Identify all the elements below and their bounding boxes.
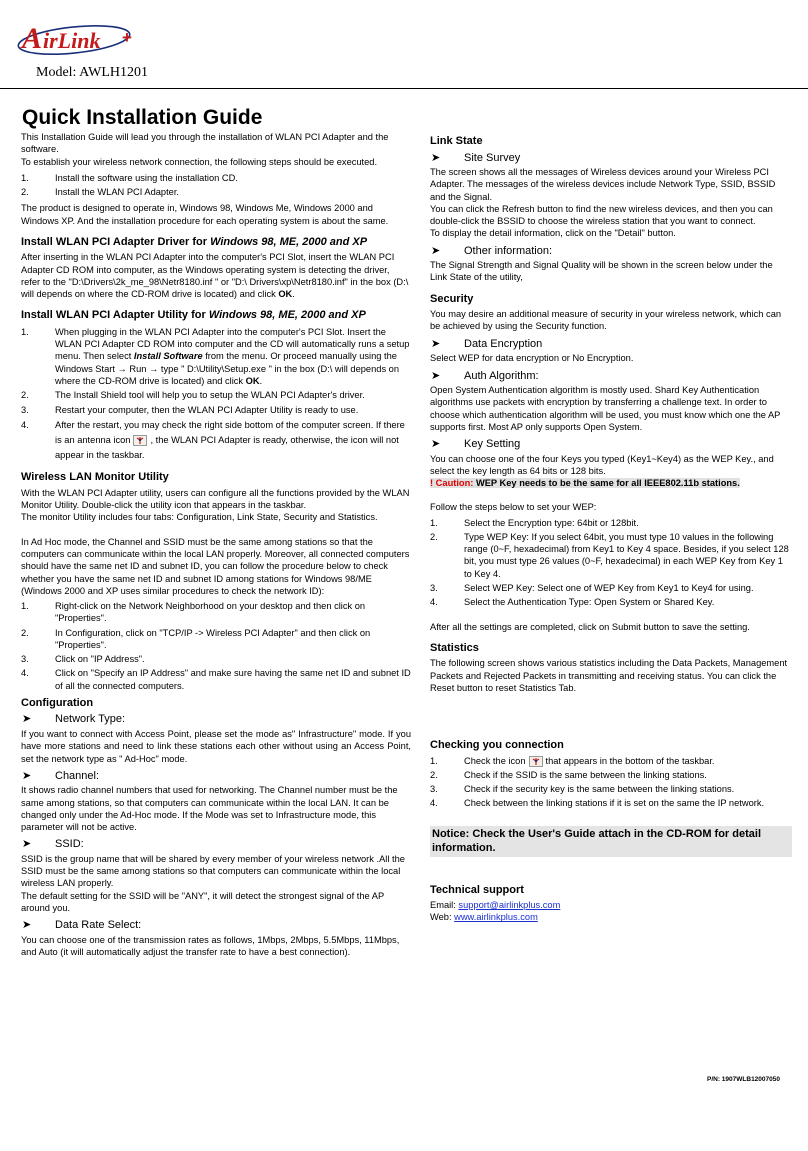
caution-note: ! Caution: WEP Key needs to be the same for all IEEE802.11b stations. (430, 478, 740, 489)
intro-paragraph: This Installation Guide will lead you through the installation of WLAN PCI Adapter and the software. (21, 132, 389, 155)
key-setting-text: You can choose one of the four Keys you typed (Key1~Key4) as the WEP Key., and select the key length as 64 bits or 128 bits. (430, 453, 774, 476)
site-survey-text: You can click the Refresh button to find the new wireless devices, and then you can double-click the BSSID to choose the wireless station that you want to connect. (430, 203, 773, 227)
list-item: 1. Right-click on the Network Neighborhood on your desktop and then click on "Properties". (21, 601, 366, 624)
list-item: 1. Select the Encryption type: 64bit or 128bit. (430, 517, 639, 528)
ssid-bullet: ➤ SSID: (22, 838, 84, 851)
list-item: 3. Check if the security key is the same between the linking stations. (430, 784, 735, 795)
wep-steps (430, 517, 792, 609)
monitor-steps (21, 600, 411, 692)
list-item: 2. Install the WLAN PCI Adapter. (21, 187, 180, 198)
right-column (430, 134, 792, 924)
list-item: 1. Check the icon that appears in the bottom of the taskbar. (430, 755, 715, 766)
intro-steps (21, 172, 411, 199)
svg-text:irLink: irLink (43, 28, 101, 53)
ssid-text: The default setting for the SSID will be "ANY", it will detect the strongest signal of the AP around you. (21, 890, 384, 913)
link-state-heading: Link State (430, 135, 483, 147)
arrow-bullet-icon: ➤ (431, 369, 441, 382)
list-item: 2. Check if the SSID is the same between the linking stations. (430, 769, 707, 780)
key-setting-bullet: ➤ Key Setting (431, 438, 521, 451)
other-info-bullet: ➤ Other information: (431, 244, 553, 257)
other-info-text: The Signal Strength and Signal Quality will be shown in the screen below under the Link State of the utility, (430, 260, 773, 283)
list-item: 4. After the restart, you may check the right side bottom of the computer screen. If there is an antenna icon , the WLAN PCI Adapter is ready, otherwise, the icon will not appear in the taskbar. (21, 419, 405, 460)
list-item: 2. In Configuration, click on "TCP/IP -> Wireless PCI Adapter" and then click on "Properties". (21, 627, 371, 650)
model-number: Model: AWLH1201 (36, 65, 149, 80)
left-column (21, 131, 411, 962)
statistics-heading: Statistics (430, 641, 479, 654)
after-settings-text: After all the settings are completed, click on Submit button to save the setting. (430, 621, 750, 632)
monitor-paragraph: In Ad Hoc mode, the Channel and SSID must be the same among stations so that the computers can communicate within the local LAN properly. Moreover, all connected computers should have the same net ID and subnet ID, you can follow the procedure below to check whether you have the same net ID and subnet ID among stations for Windows 98/ME (Windows 2000 and XP uses similar procedures to check the network ID): (21, 536, 410, 596)
list-item: 1. When plugging in the WLAN PCI Adapter into the computer's PCI Slot. Insert the WLAN PCI Adapter CD ROM into computer and the CD will automatically runs a setup menu. Then select Install Software from the menu. Or proceed manually using the Windows Start → Run → type " D:\Utility\Setup.exe " in the box (D:\ will depends on where the CD-ROM drive is located) and click OK. (21, 326, 410, 387)
arrow-bullet-icon: ➤ (22, 919, 32, 932)
security-heading: Security (430, 292, 474, 305)
list-item: 3. Select WEP Key: Select one of WEP Key from Key1 to Key4 for using. (430, 582, 754, 593)
network-type-bullet: ➤ Network Type: (22, 713, 126, 726)
support-web: Web: www.airlinkplus.com (430, 912, 538, 923)
page-title: Quick Installation Guide (22, 106, 263, 129)
support-email: Email: support@airlinkplus.com (430, 900, 561, 911)
svg-text:+: + (122, 28, 132, 47)
list-item: 2. The Install Shield tool will help you to setup the WLAN PCI Adapter's driver. (21, 390, 365, 401)
data-rate-bullet: ➤ Data Rate Select: (22, 919, 142, 932)
security-intro: You may desire an additional measure of security in your wireless network, which can be achieved by using the Security function. (430, 309, 782, 332)
header-rule (0, 88, 808, 89)
intro-paragraph: The product is designed to operate in, Windows 98, Windows Me, Windows 2000 and Windows XP. And the installation procedure for each operating system is about the same. (21, 203, 389, 226)
data-rate-text: You can choose one of the transmission rates as follows, 1Mbps, 2Mbps, 5.5Mbps, 11Mbps, and Auto (it will automatically adjust the transfer rate to have a best connection). (21, 934, 400, 957)
auth-algorithm-text: Open System Authentication algorithm is mostly used. Shard Key Authentication algorithms use packets with encryption by transferring a challenge text. In order to choose which authentication algorithm will be used, you must know which one the AP supports first. Most AP only supports Open System. (430, 385, 781, 432)
site-survey-bullet: ➤ Site Survey (431, 151, 521, 164)
driver-paragraph: After inserting in the WLAN PCI Adapter into the computer's PCI Slot, insert the WLAN PCI Adapter CD ROM into computer, as the Windows operating system is detecting the driver, refer to the "D:\Drivers\2k_me_98\Netr8180.inf " or "D:\ Drivers\xp\Netr8180.inf" in the box (D:\ will depends on where the CD-ROM drive is located) and click OK. (21, 252, 409, 300)
arrow-bullet-icon: ➤ (22, 713, 32, 726)
data-encryption-text: Select WEP for data encryption or No Encryption. (430, 353, 634, 364)
web-link[interactable]: www.airlinkplus.com (454, 912, 538, 923)
support-heading: Technical support (430, 883, 524, 896)
channel-text: It shows radio channel numbers that used for networking. The Channel number must be the same among stations, so that computers can communicate within the local LAN. It can be changed only under the Ad-Hoc mode. If the Mode was set to Infrastructure mode, this parameter will not be active. (21, 785, 398, 833)
data-encryption-bullet: ➤ Data Encryption (431, 337, 543, 350)
wep-follow-text: Follow the steps below to set your WEP: (430, 502, 597, 513)
utility-steps (21, 326, 411, 462)
configuration-heading: Configuration (21, 696, 94, 709)
arrow-bullet-icon: ➤ (22, 769, 32, 782)
driver-heading: Install WLAN PCI Adapter Driver for Windows 98, ME, 2000 and XP (21, 235, 368, 248)
channel-bullet: ➤ Channel: (22, 769, 100, 782)
network-type-text: If you want to connect with Access Point, please set the mode as" Infrastructure" mode. If you have more stations and need to link these stations each other without using an Access Point, set the network type as " Ad-Hoc" mode. (21, 728, 411, 764)
arrow-bullet-icon: ➤ (431, 337, 441, 350)
arrow-bullet-icon: ➤ (431, 244, 441, 257)
list-item: 4. Click on "Specify an IP Address" and make sure having the same net ID and subnet ID of all the connected computers. (21, 668, 411, 691)
svg-text:A: A (22, 22, 43, 55)
antenna-icon (529, 756, 543, 767)
part-number: P/N: 1907WLB12007050 (707, 1076, 780, 1083)
site-survey-text: The screen shows all the messages of Wireless devices around your Wireless PCI Adapter. The messages of the wireless devices include Network Type, SSID, BSSID and the Signal. (430, 167, 776, 202)
antenna-icon (133, 435, 147, 446)
monitor-heading: Wireless LAN Monitor Utility (21, 471, 169, 484)
checking-heading: Checking you connection (430, 739, 564, 752)
statistics-text: The following screen shows various statistics including the Data Packets, Management Packets and Rejected Packets in transmitting and receiving status. You can click the Reset button to reset Statistics Tab. (430, 658, 788, 693)
list-item: 3. Restart your computer, then the WLAN PCI Adapter Utility is ready to use. (21, 404, 359, 415)
list-item: 1. Install the software using the installation CD. (21, 172, 238, 183)
ssid-text: SSID is the group name that will be shared by every member of your wireless network .All the SSID must be the same among stations so that computers can communicate within the local wireless LAN properly. (21, 853, 405, 889)
arrow-bullet-icon: ➤ (431, 438, 441, 451)
list-item: 4. Select the Authentication Type: Open System or Shared Key. (430, 597, 715, 608)
arrow-bullet-icon: ➤ (431, 151, 441, 164)
arrow-bullet-icon: ➤ (22, 838, 32, 851)
site-survey-text: To display the detail information, click on the "Detail" button. (430, 228, 676, 239)
intro-paragraph: To establish your wireless network connection, the following steps should be executed. (21, 156, 378, 167)
auth-algorithm-bullet: ➤ Auth Algorithm: (431, 369, 539, 382)
list-item: 4. Check between the linking stations if it is set on the same the IP network. (430, 798, 765, 809)
list-item: 3. Click on "IP Address". (21, 654, 145, 665)
notice-box: Notice: Check the User's Guide attach in the CD-ROM for detail information. (430, 826, 792, 857)
monitor-paragraph: The monitor Utility includes four tabs: Configuration, Link State, Security and Statistics. (21, 512, 378, 523)
monitor-paragraph: With the WLAN PCI Adapter utility, users can configure all the functions provided by the WLAN Monitor Utility. Double-click the utility icon that appears in the taskbar. (21, 487, 410, 511)
email-link[interactable]: support@airlinkplus.com (458, 900, 561, 911)
utility-heading: Install WLAN PCI Adapter Utility for Windows 98, ME, 2000 and XP (21, 309, 366, 322)
airlink-logo (16, 14, 144, 60)
checking-steps (430, 755, 792, 810)
list-item: 2. Type WEP Key: If you select 64bit, you must type 10 values in the following range (0~F, hexadecimal) from Key1 to Key 4 space. Besides, if you select 128 bit, you must type 26 values (0~F, hexadecimal) in each WEP Key from Key 1 to Key 4. (430, 531, 789, 579)
